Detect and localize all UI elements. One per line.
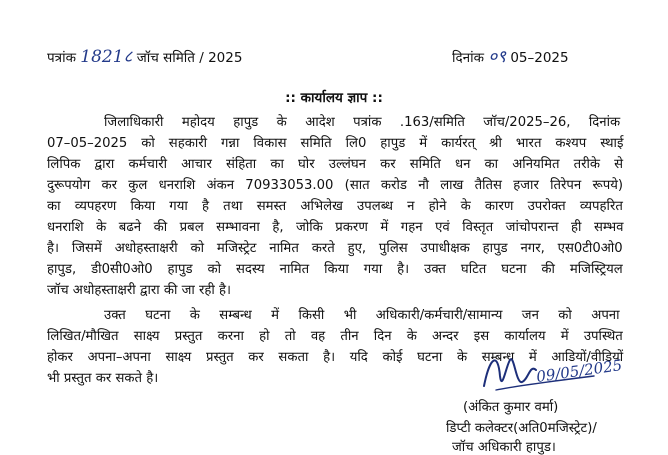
page-title: :: कार्यालय ज्ञाप ::: [285, 90, 383, 106]
para1-line-9: जॉच अधोहस्ताक्षरी द्वारा की जा रही है।: [47, 283, 232, 298]
para2-line-4: भी प्रस्तुत कर सकते है।: [47, 371, 159, 386]
date-day-handwritten: ०९: [488, 47, 507, 67]
para2-line-2: लिखित/मौखित साक्ष्य प्रस्तुत करना हो तो वह तीन दिन के अन्दर इस कार्यालय में उपस्थित: [47, 329, 623, 344]
reference-number: [47, 44, 242, 67]
para1-line-4: दुरूपयोग कर कुल धनराशि अंकन 70933053.00 (सात करोड नौ लाख तैतिस हजार तिरेपन रूपये): [47, 178, 624, 193]
signatory-designation: डिप्टी कलेक्टर(अति0मजिस्ट्रेट)/: [446, 421, 597, 436]
para2-line-3: होकर अपना–अपना साक्ष्य प्रस्तुत कर सकता है। यदि कोई घटना के सम्बन्ध में आडियों/वीडियों: [47, 350, 624, 365]
para1-line-2: 07–05–2025 को सहकारी गन्ना विकास समिति लि0 हापुड में कार्यरत् श्री भारत कश्यप स्थाई: [47, 136, 624, 151]
para1-line-1: जिलाधिकारी महोदय हापुड के आदेश पत्रांक .163/समिति जॉच/2025–26, दिनांक: [104, 115, 621, 130]
date-label: दिनांक: [452, 50, 485, 66]
signature-date-handwritten: 09/05/2025: [535, 356, 624, 386]
para2-line-1: उक्त घटना के सम्बन्ध में किसी भी अधिकारी/कर्मचारी/सामान्य जन को अपना: [104, 308, 620, 323]
signatory-office: जॉच अधिकारी हापुड।: [452, 440, 556, 455]
signatory-name: (अंकित कुमार वर्मा): [463, 400, 559, 415]
para1-line-8: हापुड, डी0सी0ओ0 हापुड को सदस्य नामित किया गया है। उक्त घटित घटना की मजिस्ट्रियल: [47, 262, 623, 277]
date-suffix: 05–2025: [510, 50, 569, 66]
para1-line-5: का व्यपहरण किया गया है तथा समस्त अभिलेख उपलब्ध न होने के कारण उपरोक्त व्यपहरित: [47, 199, 623, 214]
para1-line-6: धनराशि के बढने की प्रबल सम्भावना है, जोकि प्रकरण में गहन एवं विस्तृत जांचोपरान्त ही सम्भव: [47, 220, 624, 235]
para1-line-7: है। जिसमें अधोहस्ताक्षरी को मजिस्ट्रेट नामित करते हुए, पुलिस उपाधीक्षक हापुड नगर, एस0टी0ओ0: [47, 241, 623, 256]
document-date: [452, 44, 569, 67]
para1-line-3: लिपिक द्वारा कर्मचारी आचार संहिता का घोर उल्लंघन कर समिति धन का अनियमित तरीके से: [47, 157, 624, 172]
reference-label: पत्रांक: [47, 50, 76, 66]
reference-suffix: जॉच समिति / 2025: [136, 50, 243, 66]
reference-number-handwritten: 1821८: [80, 47, 133, 67]
